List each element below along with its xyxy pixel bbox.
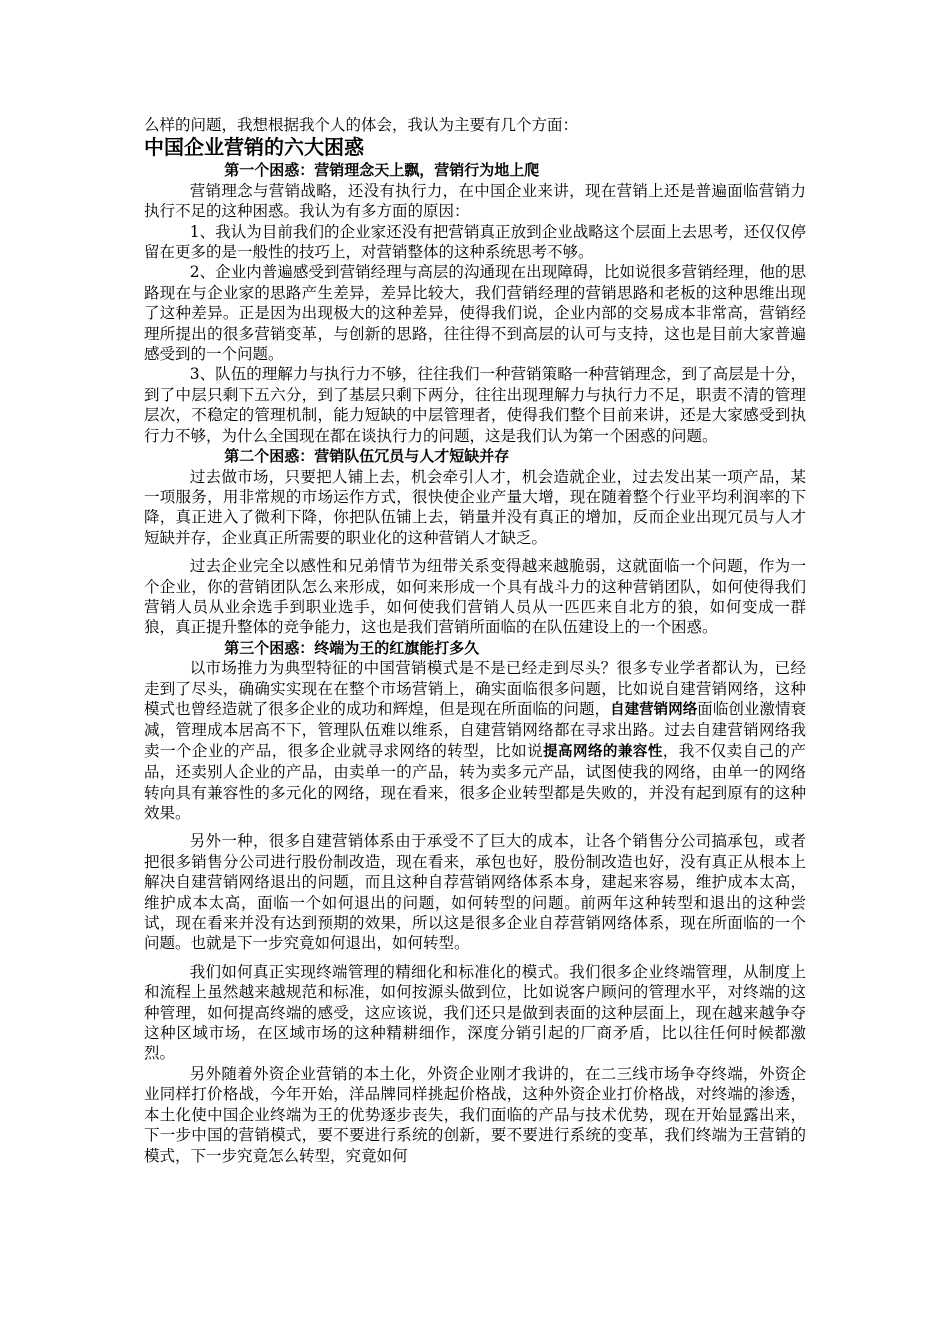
problem1-paragraph: 2、企业内普遍感受到营销经理与高层的沟通现在出现障碍，比如说很多营销经理，他的思路现在与企业家的思路产生差异，差异比较大，我们营销经理的营销思路和老板的这种思维出现了这种差异。正是因为出现极大的这种差异，使得我们说，企业内部的交易成本非常高，营销经理所提出的很多营销变革，与创新的思路，往往得不到高层的认可与支持，这也是目前大家普遍感受到的一个问题。 <box>144 263 806 364</box>
document-page <box>144 115 806 1166</box>
highlighted-term: 提高网络的兼容性 <box>543 743 663 760</box>
problem3-paragraph: 另外随着外资企业营销的本土化，外资企业刚才我讲的，在二三线市场争夺终端，外资企业同样打价格战，今年开始，洋品牌同样挑起价格战，这种外资企业打价格战，对终端的渗透，本土化使中国企业终端为王的优势逐步丧失，我们面临的产品与技术优势，现在开始显露出来，下一步中国的营销模式，要不要进行系统的创新，要不要进行系统的变革，我们终端为王营销的模式，下一步究竟怎么转型，究竟如何 <box>144 1064 806 1165</box>
intro-paragraph: 么样的问题，我想根据我个人的体会，我认为主要有几个方面： <box>144 116 579 134</box>
problem3-heading: 第三个困惑：终端为王的红旗能打多久 <box>224 638 480 657</box>
text-run: 以市场推力为典型特征的中国营销模式是不是已经走到尽头？很多专业学者都认为，已经走到了尽头，确确实实现在在整个市场营销上，确实面临很多问题，比如说自建营销网络，这种模式也曾经造就了很多企业的成功和辉煌，但是现在所面临的问题， <box>144 659 806 718</box>
problem2-paragraph: 过去做市场，只要把人铺上去，机会牵引人才，机会造就企业，过去发出某一项产品，某一项服务，用非常规的市场运作方式，很快使企业产量大增，现在随着整个行业平均利润率的下降，真正进入了微利下降，你把队伍铺上去，销量并没有真正的增加，反而企业出现冗员与人才短缺并存，企业真正所需要的职业化的这种营销人才缺乏。 <box>144 467 806 547</box>
highlighted-term: 自建营销网络 <box>610 701 698 718</box>
problem1-heading: 第一个困惑：营销理念天上飘，营销行为地上爬 <box>224 161 540 180</box>
problem3-paragraph: 另外一种，很多自建营销体系由于承受不了巨大的成本，让各个销售分公司搞承包，或者把很多销售分公司进行股份制改造，现在看来，承包也好，股份制改造也好，没有真正从根本上解决自建营销网络退出的问题，而且这种自荐营销网络体系本身，建起来容易，维护成本太高，维护成本太高，面临一个如何退出的问题，如何转型的问题。前两年这种转型和退出的这种尝试，现在看来并没有达到预期的效果，所以这是很多企业自荐营销网络体系，现在所面临的一个问题。也就是下一步究竟如何退出，如何转型。 <box>144 832 806 953</box>
problem2-heading: 第二个困惑：营销队伍冗员与人才短缺并存 <box>224 447 510 466</box>
problem2-paragraph: 过去企业完全以感性和兄弟情节为纽带关系变得越来越脆弱，这就面临一个问题，作为一个企业，你的营销团队怎么来形成，如何来形成一个具有战斗力的这种营销团队，如何使得我们营销人员从业余选手到职业选手，如何使我们营销人员从一匹匹来自北方的狼，如何变成一群狼，真正提升整体的竞争能力，这也是我们营销所面临的在队伍建设上的一个困惑。 <box>144 557 806 637</box>
problem1-paragraph: 3、队伍的理解力与执行力不够，往往我们一种营销策略一种营销理念，到了高层是十分，到了中层只剩下五六分，到了基层只剩下两分，往往出现理解力与执行力不足，职责不清的管理层次，不稳定的管理机制，能力短缺的中层管理者，使得我们整个目前来讲，还是大家感受到执行力不够，为什么全国现在都在谈执行力的问题，这是我们认为第一个困惑的问题。 <box>144 365 806 445</box>
problem3-paragraph: 我们如何真正实现终端管理的精细化和标准化的模式。我们很多企业终端管理，从制度上和流程上虽然越来越规范和标准，如何按源头做到位，比如说客户顾问的管理水平，对终端的这种管理，如何提高终端的感受，这应该说，我们还只是做到表面的这种层面上，现在越来越争夺这种区域市场，在区域市场的这种精耕细作，深度分销引起的厂商矛盾，比以往任何时候都激烈。 <box>144 962 806 1063</box>
section-title: 中国企业营销的六大困惑 <box>144 135 364 160</box>
problem1-paragraph: 营销理念与营销战略，还没有执行力，在中国企业来讲，现在营销上还是普遍面临营销力执行不足的这种困惑。我认为有多方面的原因： <box>144 181 806 221</box>
text-run: ，我不仅卖自己的产品，还卖别人企业的产品，由卖单一的产品，转为卖多元产品，试图使我的网络，由单一的网络转向具有兼容性的多元化的网络，现在看来，很多企业转型都是失败的，并没有起到原有的这种效果。 <box>144 741 806 822</box>
problem1-paragraph: 1、我认为目前我们的企业家还没有把营销真正放到企业战略这个层面上去思考，还仅仅停留在更多的是一般性的技巧上，对营销整体的这种系统思考不够。 <box>144 222 806 262</box>
problem3-paragraph <box>144 658 806 823</box>
text-run: 面临创业激情衰减，管理成本居高不下，管理队伍难以维系，自建营销网络都在寻求出路。过去自建营销网络我卖一个企业的产品，很多企业就寻求网络的转型，比如说 <box>144 699 806 760</box>
